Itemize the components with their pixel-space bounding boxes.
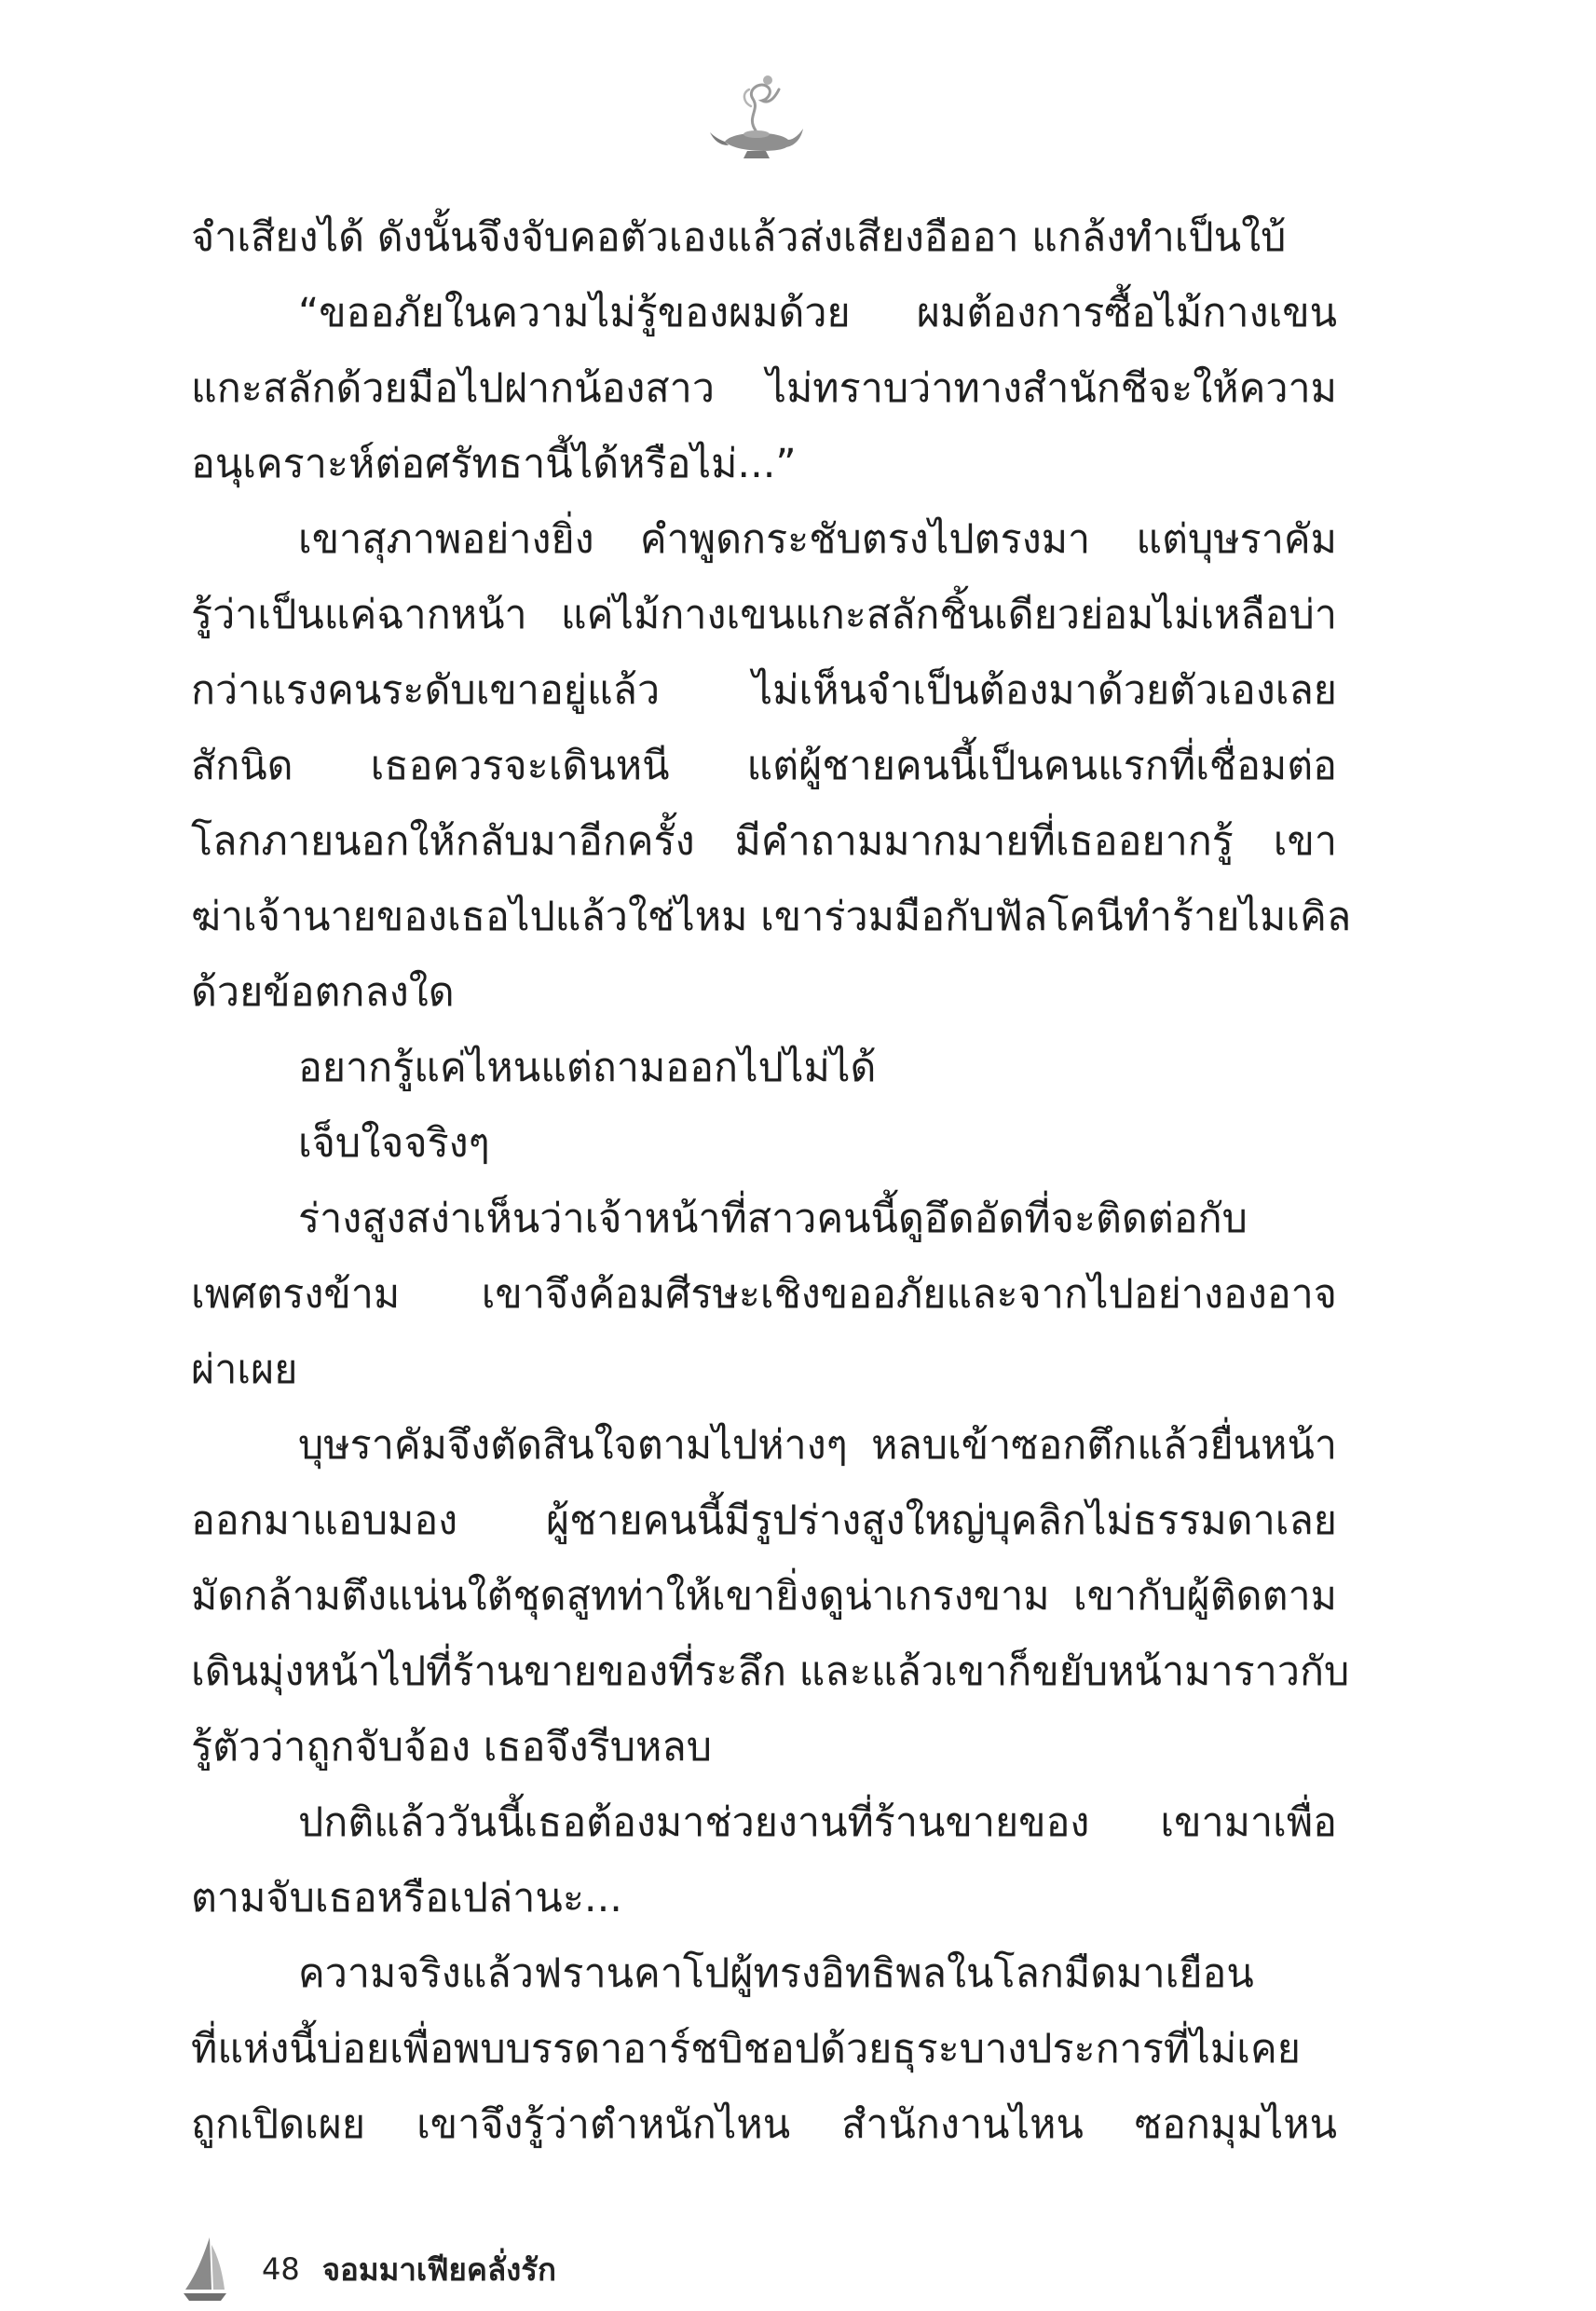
text-line: มัดกล้ามตึงแน่นใต้ชุดสูทท่าให้เขายิ่งดูน่าเกรงขาม เขากับผู้ติดตาม [191, 1573, 1337, 1620]
text-line: ถูกเปิดเผย เขาจึงรู้ว่าตำหนักไหน สำนักงานไหน ซอกมุมไหน [191, 2101, 1337, 2148]
text-line: โลกภายนอกให้กลับมาอีกครั้ง มีคำถามมากมายที่เธออยากรู้ เขา [191, 818, 1337, 865]
text-line: เขาสุภาพอย่างยิ่ง คำพูดกระชับตรงไปตรงมา แต่บุษราคัม [298, 516, 1337, 563]
story-text [191, 200, 1352, 2163]
sailboat-icon [182, 2236, 228, 2303]
text-line: ออกมาแอบมอง ผู้ชายคนนี้มีรูปร่างสูงใหญ่บุคลิกไม่ธรรมดาเลย [191, 1497, 1337, 1544]
text-line: ที่แห่งนี้บ่อยเพื่อพบบรรดาอาร์ชบิชอปด้วยธุระบางประการที่ไม่เคย [191, 2026, 1301, 2072]
text-line: กว่าแรงคนระดับเขาอยู่แล้ว ไม่เห็นจำเป็นต้องมาด้วยตัวเองเลย [191, 667, 1337, 714]
text-line: จำเสียงได้ ดังนั้นจึงจับคอตัวเองแล้วส่งเสียงอืออา แกล้งทำเป็นใบ้ [191, 214, 1287, 261]
text-line: บุษราคัมจึงตัดสินใจตามไปห่างๆ หลบเข้าซอกตึกแล้วยื่นหน้า [298, 1422, 1337, 1469]
text-line: สักนิด เธอควรจะเดินหนี แต่ผู้ชายคนนี้เป็นคนแรกที่เชื่อมต่อ [191, 743, 1337, 789]
text-line: เจ็บใจจริงๆ [298, 1120, 490, 1167]
text-line: ความจริงแล้วฟรานคาโปผู้ทรงอิทธิพลในโลกมืดมาเยือน [298, 1950, 1254, 1997]
text-line: ผ่าเผย [191, 1347, 298, 1393]
text-line: รู้ตัวว่าถูกจับจ้อง เธอจึงรีบหลบ [191, 1724, 713, 1771]
text-line: แกะสลักด้วยมือไปฝากน้องสาว ไม่ทราบว่าทางสำนักชีจะให้ความ [191, 365, 1337, 412]
text-line: ตามจับเธอหรือเปล่านะ... [191, 1875, 622, 1921]
text-line: อนุเคราะห์ต่อศรัทธานี้ได้หรือไม่...” [191, 441, 797, 487]
text-line: “ขออภัยในความไม่รู้ของผมด้วย ผมต้องการซื้อไม้กางเขน [298, 290, 1337, 336]
text-line: ฆ่าเจ้านายของเธอไปแล้วใช่ไหม เขาร่วมมือกับฟัลโคนีทำร้ายไมเคิล [191, 894, 1352, 940]
text-line: อยากรู้แค่ไหนแต่ถามออกไปไม่ได้ [298, 1045, 877, 1091]
page-number: 48 [262, 2251, 300, 2287]
book-title: จอมมาเฟียคลั่งรัก [321, 2250, 557, 2288]
text-line: ปกติแล้ววันนี้เธอต้องมาช่วยงานที่ร้านขายของ เขามาเพื่อ [298, 1799, 1337, 1846]
text-line: ร่างสูงสง่าเห็นว่าเจ้าหน้าที่สาวคนนี้ดูอึดอัดที่จะติดต่อกับ [298, 1196, 1248, 1242]
text-line: เดินมุ่งหน้าไปที่ร้านขายของที่ระลึก และแล้วเขาก็ขยับหน้ามาราวกับ [191, 1648, 1350, 1695]
text-line: ด้วยข้อตกลงใด [191, 969, 455, 1016]
text-line: เพศตรงข้าม เขาจึงค้อมศีรษะเชิงขออภัยและจากไปอย่างองอาจ [191, 1271, 1337, 1318]
genie-lamp-icon [704, 65, 807, 168]
text-line: รู้ว่าเป็นแค่ฉากหน้า แค่ไม้กางเขนแกะสลักชิ้นเดียวย่อมไม่เหลือบ่า [191, 592, 1337, 638]
page-footer [182, 2232, 834, 2306]
